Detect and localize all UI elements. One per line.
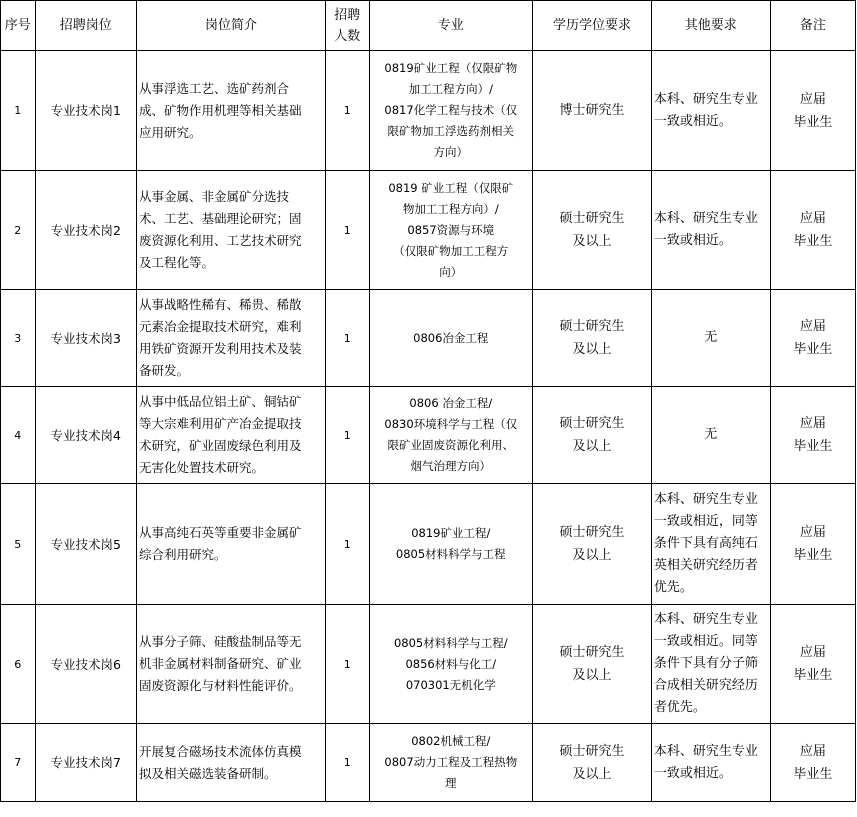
cell-major-line: 0830环境科学与工程（仅 bbox=[384, 417, 518, 431]
cell-degree-line: 硕士研究生 bbox=[559, 743, 625, 759]
cell-major bbox=[369, 387, 532, 484]
cell-post: 专业技术岗6 bbox=[35, 605, 137, 724]
cell-other-line: 合成相关研究经历 bbox=[653, 678, 758, 693]
cell-post: 专业技术岗3 bbox=[35, 290, 137, 387]
cell-intro-line: 综合利用研究。 bbox=[139, 547, 227, 562]
cell-major-line: 方向） bbox=[433, 145, 469, 159]
cell-intro-line: 从事战略性稀有、稀贵、稀散 bbox=[139, 297, 302, 312]
cell-intro-line: 开展复合磁场技术流体仿真模 bbox=[139, 743, 302, 759]
cell-intro-line: 及工程化等。 bbox=[139, 255, 215, 270]
cell-other-line: 本科、研究生专业 bbox=[653, 211, 758, 226]
cell-intro-line: 术、工艺、基础理论研究；固 bbox=[139, 211, 302, 226]
table-row bbox=[1, 171, 856, 290]
cell-major-line: 0807动力工程及工程热物 bbox=[384, 755, 518, 769]
cell-intro-line: 从事中低品位铝土矿、铜钴矿 bbox=[139, 394, 302, 409]
header-count bbox=[325, 1, 369, 51]
cell-other-line: 英相关研究经历者 bbox=[653, 558, 758, 573]
cell-intro bbox=[137, 387, 326, 484]
cell-other-line: 一致或相近。 bbox=[653, 765, 732, 781]
cell-major-line: 0802机械工程/ bbox=[411, 734, 491, 748]
cell-note-line: 毕业生 bbox=[793, 114, 833, 130]
cell-other-line: 一致或相近，同等 bbox=[653, 514, 758, 529]
cell-other bbox=[651, 51, 770, 171]
cell-no: 5 bbox=[1, 484, 36, 605]
cell-intro-line: 废资源化利用、工艺技术研究 bbox=[139, 233, 302, 248]
cell-post: 专业技术岗4 bbox=[35, 387, 137, 484]
cell-count: 1 bbox=[325, 724, 369, 802]
cell-intro bbox=[137, 51, 326, 171]
cell-degree bbox=[533, 724, 652, 802]
cell-note-line: 应届 bbox=[799, 743, 826, 759]
cell-note bbox=[770, 484, 855, 605]
cell-degree-line: 及以上 bbox=[572, 548, 612, 563]
cell-intro-line: 成、矿物作用机理等相关基础 bbox=[139, 102, 302, 118]
cell-other-line: 一致或相近。同等 bbox=[653, 634, 758, 649]
cell-intro bbox=[137, 484, 326, 605]
header-no: 序号 bbox=[1, 1, 36, 51]
cell-other-line: 条件下具有高纯石 bbox=[653, 536, 758, 551]
cell-major-line: 限矿业固废资源化利用、 bbox=[387, 438, 515, 452]
cell-note-line: 毕业生 bbox=[793, 766, 833, 782]
cell-note-line: 应届 bbox=[799, 416, 826, 431]
cell-degree-line: 及以上 bbox=[572, 234, 612, 249]
cell-other-line: 者优先。 bbox=[653, 700, 706, 715]
cell-major-line: 烟气治理方向） bbox=[410, 459, 492, 473]
table-row bbox=[1, 484, 856, 605]
cell-major-line: （仅限矿物加工工程方 bbox=[393, 243, 509, 258]
header-other: 其他要求 bbox=[651, 1, 770, 51]
cell-major-line: 0806冶金工程 bbox=[413, 330, 489, 345]
cell-other bbox=[651, 484, 770, 605]
cell-count: 1 bbox=[325, 171, 369, 290]
cell-other-line: 本科、研究生专业 bbox=[653, 91, 758, 107]
cell-intro-line: 应用研究。 bbox=[139, 124, 202, 140]
cell-other bbox=[651, 724, 770, 802]
cell-note bbox=[770, 290, 855, 387]
cell-other-line: 优先。 bbox=[653, 580, 693, 595]
cell-post: 专业技术岗5 bbox=[35, 484, 137, 605]
cell-intro-line: 从事高纯石英等重要非金属矿 bbox=[139, 525, 302, 540]
table-row bbox=[1, 51, 856, 171]
cell-major-line: 物加工工程方向）/ bbox=[402, 201, 499, 216]
cell-intro-line: 术研究，矿业固废绿色利用及 bbox=[139, 438, 302, 453]
table-body bbox=[1, 51, 856, 802]
cell-degree-line: 博士研究生 bbox=[559, 103, 625, 118]
cell-count: 1 bbox=[325, 290, 369, 387]
cell-degree-line: 及以上 bbox=[572, 766, 612, 782]
header-intro: 岗位简介 bbox=[137, 1, 326, 51]
cell-no: 7 bbox=[1, 724, 36, 802]
cell-degree-line: 硕士研究生 bbox=[559, 416, 625, 431]
cell-major-line: 0819矿业工程（仅限矿物 bbox=[384, 61, 518, 75]
cell-other bbox=[651, 171, 770, 290]
cell-intro bbox=[137, 290, 326, 387]
cell-degree-line: 硕士研究生 bbox=[559, 211, 625, 226]
cell-no: 2 bbox=[1, 171, 36, 290]
cell-degree-line: 及以上 bbox=[572, 342, 612, 357]
header-count-line2: 人数 bbox=[334, 28, 361, 44]
cell-major-line: 0856材料与化工/ bbox=[405, 656, 497, 671]
cell-major-line: 理 bbox=[445, 776, 457, 790]
table-row bbox=[1, 605, 856, 724]
cell-major-line: 加工工程方向）/ bbox=[408, 82, 493, 96]
cell-no: 4 bbox=[1, 387, 36, 484]
cell-major bbox=[369, 290, 532, 387]
cell-major-line: 向） bbox=[439, 264, 463, 279]
cell-major bbox=[369, 605, 532, 724]
cell-intro-line: 拟及相关磁选装备研制。 bbox=[139, 765, 277, 781]
cell-major-line: 0817化学工程与技术（仅 bbox=[384, 103, 518, 117]
cell-note-line: 应届 bbox=[799, 319, 826, 334]
cell-post: 专业技术岗2 bbox=[35, 171, 137, 290]
header-note: 备注 bbox=[770, 1, 855, 51]
cell-degree bbox=[533, 387, 652, 484]
cell-intro-line: 备研发。 bbox=[139, 363, 190, 378]
cell-major-line: 限矿物加工浮选药剂相关 bbox=[387, 124, 515, 138]
cell-note-line: 应届 bbox=[799, 645, 826, 660]
cell-intro-line: 固废资源化与材料性能评价。 bbox=[139, 678, 302, 693]
cell-other bbox=[651, 290, 770, 387]
cell-major bbox=[369, 51, 532, 171]
cell-note-line: 毕业生 bbox=[793, 234, 833, 249]
cell-intro bbox=[137, 605, 326, 724]
cell-major-line: 070301无机化学 bbox=[405, 677, 496, 692]
cell-note-line: 毕业生 bbox=[793, 548, 833, 563]
cell-note-line: 毕业生 bbox=[793, 439, 833, 454]
cell-note bbox=[770, 171, 855, 290]
table-row bbox=[1, 724, 856, 802]
cell-major-line: 0805材料科学与工程/ bbox=[393, 635, 508, 650]
cell-count: 1 bbox=[325, 605, 369, 724]
cell-other-line: 一致或相近。 bbox=[653, 113, 732, 129]
cell-other-line: 条件下具有分子筛 bbox=[653, 656, 758, 671]
header-row bbox=[1, 1, 856, 51]
cell-other-line: 本科、研究生专业 bbox=[653, 612, 758, 627]
cell-count: 1 bbox=[325, 484, 369, 605]
table-row bbox=[1, 290, 856, 387]
cell-major-line: 0805材料科学与工程 bbox=[395, 547, 506, 561]
cell-intro-line: 用铁矿资源开发利用技术及装 bbox=[139, 341, 302, 356]
table-row bbox=[1, 387, 856, 484]
cell-note bbox=[770, 605, 855, 724]
cell-major-line: 0819矿业工程/ bbox=[411, 526, 491, 540]
cell-note-line: 应届 bbox=[799, 525, 826, 540]
cell-note-line: 毕业生 bbox=[793, 668, 833, 683]
cell-note-line: 毕业生 bbox=[793, 342, 833, 357]
cell-note bbox=[770, 51, 855, 171]
cell-count: 1 bbox=[325, 387, 369, 484]
cell-degree-line: 及以上 bbox=[572, 439, 612, 454]
cell-intro-line: 元素冶金提取技术研究，难利 bbox=[139, 319, 302, 334]
cell-other bbox=[651, 387, 770, 484]
header-post: 招聘岗位 bbox=[35, 1, 137, 51]
header-degree: 学历学位要求 bbox=[533, 1, 652, 51]
cell-major bbox=[369, 171, 532, 290]
cell-intro-line: 从事金属、非金属矿分选技 bbox=[139, 189, 290, 204]
cell-intro bbox=[137, 171, 326, 290]
cell-post: 专业技术岗7 bbox=[35, 724, 137, 802]
cell-degree-line: 硕士研究生 bbox=[559, 645, 625, 660]
cell-no: 3 bbox=[1, 290, 36, 387]
cell-note bbox=[770, 387, 855, 484]
cell-other bbox=[651, 605, 770, 724]
cell-major-line: 0806 冶金工程/ bbox=[409, 396, 493, 410]
cell-no: 1 bbox=[1, 51, 36, 171]
cell-major-line: 0857资源与环境 bbox=[407, 222, 495, 237]
header-major: 专业 bbox=[369, 1, 532, 51]
cell-intro-line: 机非金属材料制备研究、矿业 bbox=[139, 656, 302, 671]
cell-major bbox=[369, 724, 532, 802]
cell-major bbox=[369, 484, 532, 605]
cell-post: 专业技术岗1 bbox=[35, 51, 137, 171]
cell-degree-line: 及以上 bbox=[572, 668, 612, 683]
cell-degree-line: 硕士研究生 bbox=[559, 319, 625, 334]
cell-degree bbox=[533, 290, 652, 387]
cell-other-line: 本科、研究生专业 bbox=[653, 743, 758, 759]
cell-degree bbox=[533, 51, 652, 171]
cell-intro bbox=[137, 724, 326, 802]
cell-note-line: 应届 bbox=[799, 211, 826, 226]
cell-no: 6 bbox=[1, 605, 36, 724]
cell-intro-line: 等大宗难利用矿产冶金提取技 bbox=[139, 416, 302, 431]
cell-intro-line: 从事浮选工艺、选矿药剂合 bbox=[139, 80, 290, 96]
cell-count: 1 bbox=[325, 51, 369, 171]
cell-degree-line: 硕士研究生 bbox=[559, 525, 625, 540]
cell-other-line: 一致或相近。 bbox=[653, 233, 732, 248]
cell-note-line: 应届 bbox=[799, 91, 826, 107]
cell-degree bbox=[533, 484, 652, 605]
header-count-line1: 招聘 bbox=[334, 7, 361, 23]
cell-note bbox=[770, 724, 855, 802]
cell-intro-line: 无害化处置技术研究。 bbox=[139, 460, 265, 475]
cell-degree bbox=[533, 171, 652, 290]
cell-other-line: 无 bbox=[704, 330, 718, 345]
cell-major-line: 0819 矿业工程（仅限矿 bbox=[388, 180, 514, 195]
cell-other-line: 本科、研究生专业 bbox=[653, 492, 758, 507]
cell-intro-line: 从事分子筛、硅酸盐制品等无 bbox=[139, 634, 302, 649]
cell-other-line: 无 bbox=[704, 427, 718, 442]
cell-degree bbox=[533, 605, 652, 724]
